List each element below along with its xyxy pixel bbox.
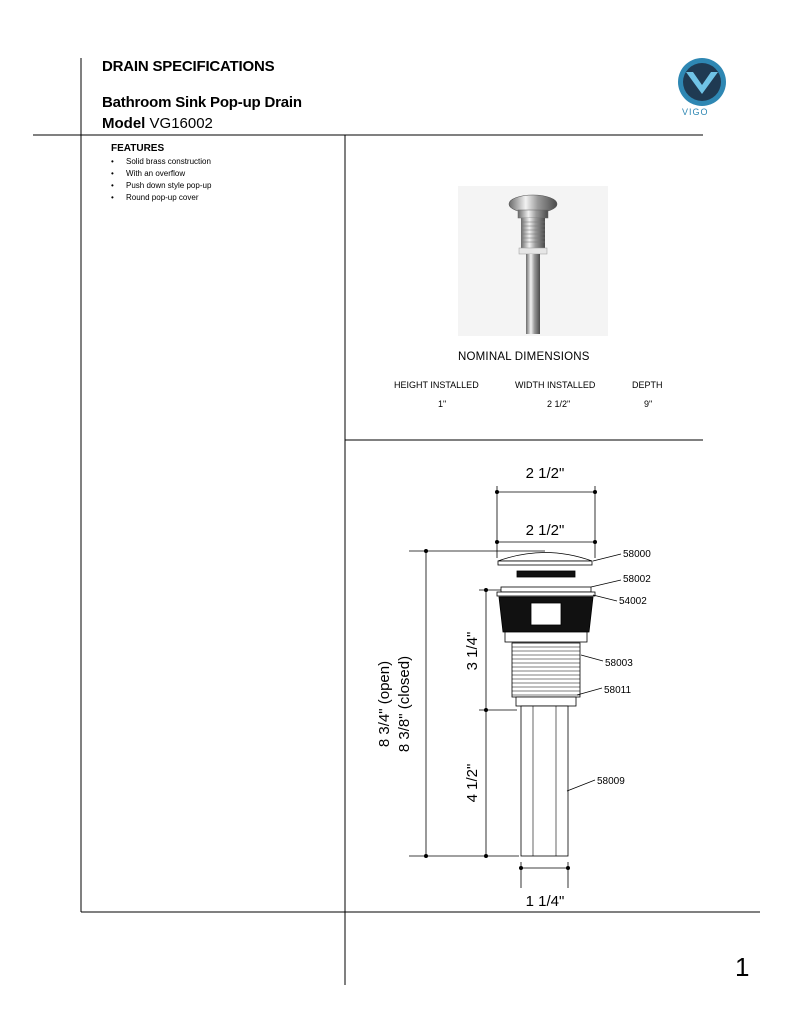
part-label-58009: 58009 <box>597 776 625 787</box>
bottom-width-label: 1 1/4" <box>525 893 565 910</box>
list-item: • Solid brass construction <box>108 156 211 168</box>
product-photo <box>458 186 608 336</box>
part-label-54002: 54002 <box>619 596 647 607</box>
model-line <box>102 115 213 132</box>
features-list <box>108 156 211 204</box>
height-installed-label: HEIGHT INSTALLED <box>394 380 479 390</box>
model-label: Model <box>102 115 146 132</box>
model-value: VG16002 <box>149 115 213 132</box>
page-title: DRAIN SPECIFICATIONS <box>102 58 275 75</box>
technical-drawing <box>345 440 691 912</box>
part-label-58000: 58000 <box>623 549 651 560</box>
list-item: • Push down style pop-up <box>108 180 211 192</box>
logo-text: VIGO <box>682 107 709 117</box>
width-installed-value: 2 1/2" <box>547 399 571 409</box>
depth-value: 9" <box>644 399 653 409</box>
lower-height-label: 4 1/2" <box>464 763 481 803</box>
nominal-dimensions-title: NOMINAL DIMENSIONS <box>458 351 590 363</box>
height-open-label: 8 3/4" (open) <box>376 660 393 748</box>
top-width-inner-label: 2 1/2" <box>525 522 565 539</box>
top-width-outer-label: 2 1/2" <box>525 465 565 482</box>
part-label-58003: 58003 <box>605 658 633 669</box>
product-name: Bathroom Sink Pop-up Drain <box>102 94 302 111</box>
list-item: • Round pop-up cover <box>108 192 211 204</box>
height-installed-value: 1" <box>438 399 447 409</box>
part-label-58011: 58011 <box>604 685 632 696</box>
width-installed-label: WIDTH INSTALLED <box>515 380 596 390</box>
depth-label: DEPTH <box>632 380 663 390</box>
page-number: 1 <box>735 952 750 982</box>
features-heading: FEATURES <box>111 143 165 154</box>
list-item: • With an overflow <box>108 168 211 180</box>
vigo-logo-icon <box>674 56 730 108</box>
height-closed-label: 8 3/8" (closed) <box>396 655 413 753</box>
part-label-58002: 58002 <box>623 574 651 585</box>
upper-height-label: 3 1/4" <box>464 631 481 671</box>
